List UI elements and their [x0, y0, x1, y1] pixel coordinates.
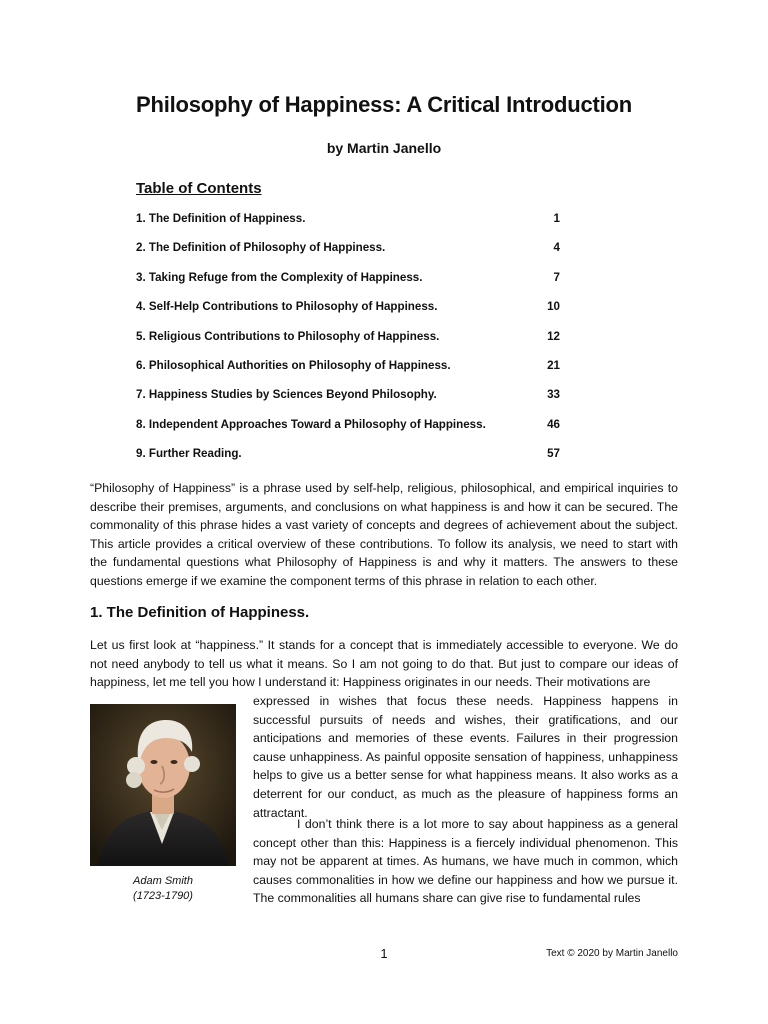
toc-entry[interactable] — [136, 418, 560, 447]
page-number: 1 — [380, 946, 388, 961]
toc-entry-label: 3. Taking Refuge from the Complexity of Happiness. — [136, 270, 423, 284]
document-author: by Martin Janello — [326, 140, 442, 156]
toc-entry-label: 8. Independent Approaches Toward a Philosophy of Happiness. — [136, 417, 486, 431]
body-paragraph: I don’t think there is a lot more to say about happiness as a general concept other than this: Happiness is a fiercely individual phenomenon. This may not be apparent at times. As humans, we have much in common, which causes commonalities in how we define our happiness and how we pursue it. The commonalities all humans share can give rise to fundamental rules — [253, 817, 678, 906]
intro-paragraph: “Philosophy of Happiness” is a phrase used by self-help, religious, philosophical, and empirical inquiries to describe their premises, arguments, and conclusions on what happiness is and how it can be secured. The commonality of this phrase hides a vast variety of concepts and degrees of achievement about the subject. This article provides a critical overview of these contributions. To follow its analysis, we need to start with the fundamental questions what Philosophy of Happiness is and why it matters. The answers to these questions emerge if we examine the component terms of this phrase in relation to each other. — [90, 481, 678, 588]
toc-entry-page: 46 — [547, 417, 560, 431]
toc-entry[interactable] — [136, 359, 560, 388]
toc-entry-page: 57 — [547, 447, 560, 461]
toc-entry[interactable] — [136, 447, 560, 476]
body-paragraph: Let us first look at “happiness.” It stands for a concept that is immediately accessible to everyone. We do not need anybody to tell us what it means. So I am not going to do that. But just to compare our ideas of happiness, let me tell you how I understand it: Happiness originates in our needs. Their motivations are — [90, 638, 678, 690]
toc-entry[interactable] — [136, 300, 560, 329]
table-of-contents — [136, 212, 560, 477]
caption-name: Adam Smith — [133, 875, 193, 887]
toc-entry-label: 2. The Definition of Philosophy of Happiness. — [136, 241, 386, 255]
toc-entry[interactable] — [136, 241, 560, 270]
toc-entry-label: 9. Further Reading. — [136, 447, 242, 461]
toc-entry-label: 4. Self-Help Contributions to Philosophy of Happiness. — [136, 300, 438, 314]
copyright-notice: Text © 2020 by Martin Janello — [546, 948, 678, 959]
toc-entry[interactable] — [136, 212, 560, 241]
toc-entry-page: 4 — [553, 241, 560, 255]
toc-entry[interactable] — [136, 330, 560, 359]
caption-years: (1723-1790) — [133, 890, 193, 902]
adam-smith-portrait — [90, 704, 236, 866]
section-heading: 1. The Definition of Happiness. — [90, 604, 310, 621]
toc-entry-page: 1 — [553, 212, 560, 225]
toc-entry-label: 5. Religious Contributions to Philosophy of Happiness. — [136, 329, 440, 343]
toc-entry[interactable] — [136, 271, 560, 300]
body-paragraph: expressed in wishes that focus these needs. Happiness happens in successful pursuits of needs and wishes, their gratifications, and our anticipations and memories of these events. Failures in their progression cause unhappiness. As painful opposite sensation of happiness, unhappiness helps to give us a better sense for what happiness means. It also works as a deterrent for our conduct, as much as the pleasure of happiness forms an attractant. — [253, 694, 678, 820]
toc-entry-label: 6. Philosophical Authorities on Philosophy of Happiness. — [136, 358, 451, 372]
toc-entry-page: 21 — [547, 358, 560, 372]
toc-entry-label: 7. Happiness Studies by Sciences Beyond Philosophy. — [136, 388, 437, 402]
figure-caption — [90, 874, 236, 904]
toc-entry[interactable] — [136, 388, 560, 417]
toc-entry-page: 33 — [547, 388, 560, 402]
document-title: Philosophy of Happiness: A Critical Introduction — [135, 92, 632, 117]
portrait-figure — [90, 704, 236, 904]
toc-entry-page: 10 — [547, 300, 560, 314]
toc-entry-page: 7 — [553, 270, 560, 284]
toc-heading: Table of Contents — [136, 180, 262, 197]
toc-entry-label: 1. The Definition of Happiness. — [136, 212, 306, 225]
toc-entry-page: 12 — [547, 329, 560, 343]
